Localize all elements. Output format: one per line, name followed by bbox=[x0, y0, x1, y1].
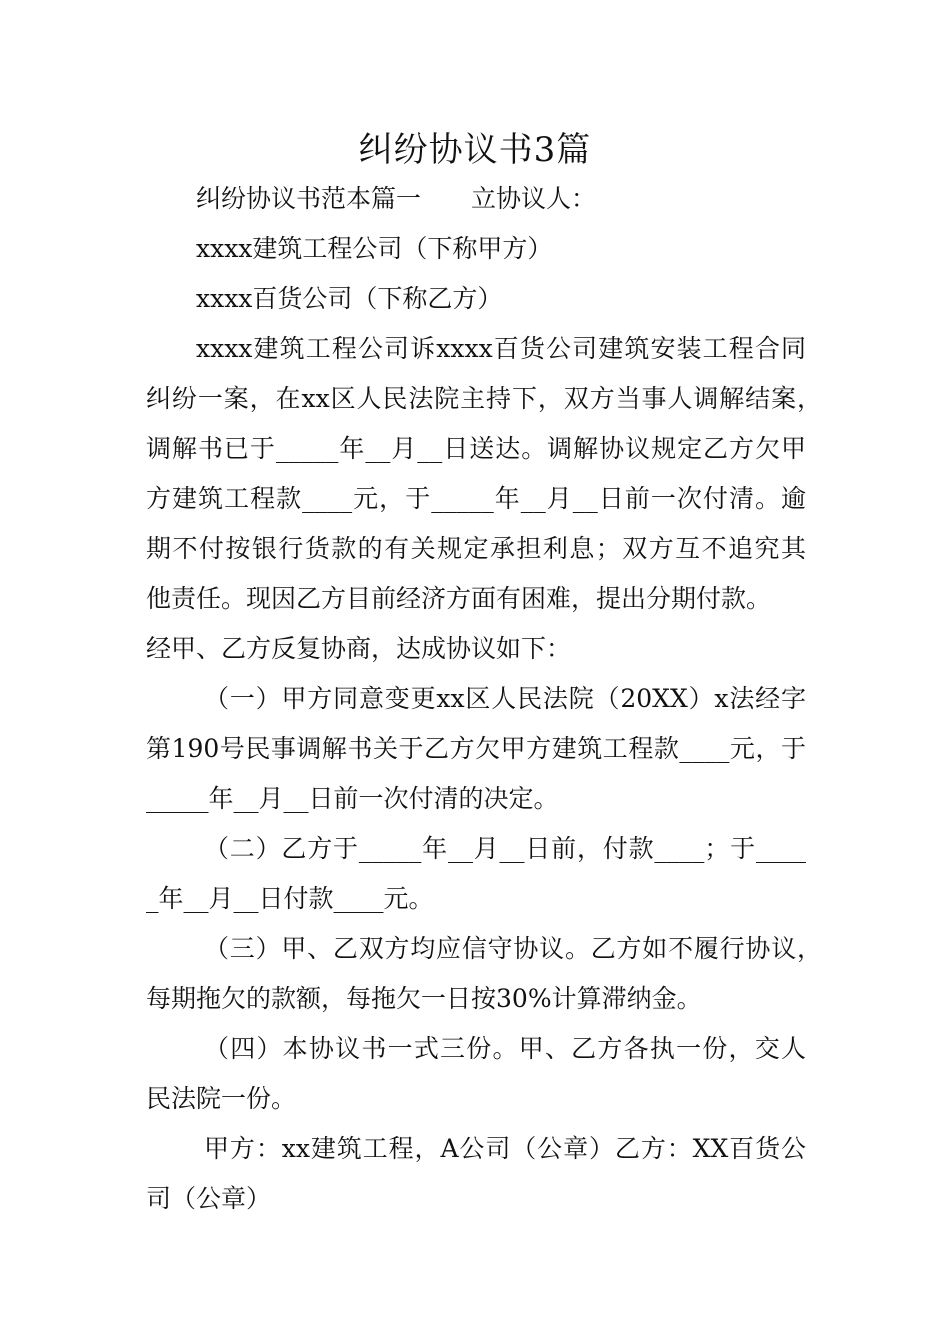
text-line: 方建筑工程款____元，于_____年__月__日前一次付清。逾 bbox=[146, 484, 806, 513]
text-line: （三）甲、乙双方均应信守协议。乙方如不履行协议， bbox=[204, 934, 822, 963]
text-line: 经甲、乙方反复协商，达成协议如下： bbox=[146, 634, 572, 663]
text-line: _____年__月__日前一次付清的决定。 bbox=[146, 784, 559, 813]
text-line: 第190号民事调解书关于乙方欠甲方建筑工程款____元，于 bbox=[146, 734, 806, 763]
text-line: （四）本协议书一式三份。甲、乙方各执一份，交人 bbox=[204, 1034, 806, 1063]
text-line: 调解书已于_____年__月__日送达。调解协议规定乙方欠甲 bbox=[146, 434, 806, 463]
text-line: _年__月__日付款____元。 bbox=[146, 884, 434, 913]
text-line: 纠纷协议书范本篇一 立协议人： bbox=[196, 184, 597, 213]
text-line: 每期拖欠的款额，每拖欠一日按30%计算滞纳金。 bbox=[146, 984, 702, 1013]
text-line: 期不付按银行货款的有关规定承担利息；双方互不追究其 bbox=[146, 534, 806, 563]
text-line: xxxx百货公司（下称乙方） bbox=[196, 284, 503, 313]
text-line: 他责任。现因乙方目前经济方面有困难，提出分期付款。 bbox=[146, 584, 772, 613]
text-line: 甲方：xx建筑工程，A公司（公章）乙方：XX百货公 bbox=[204, 1134, 806, 1163]
text-line: 民法院一份。 bbox=[146, 1084, 297, 1113]
text-line: xxxx建筑工程公司（下称甲方） bbox=[196, 234, 553, 263]
text-line: 纠纷一案，在xx区人民法院主持下，双方当事人调解结案， bbox=[146, 384, 822, 413]
text-line: （二）乙方于_____年__月__日前，付款____；于____ bbox=[204, 834, 806, 863]
text-line: （一）甲方同意变更xx区人民法院（20XX）x法经字 bbox=[204, 684, 806, 713]
text-line: xxxx建筑工程公司诉xxxx百货公司建筑安装工程合同 bbox=[196, 334, 806, 363]
document-title: 纠纷协议书3篇 bbox=[358, 130, 592, 170]
text-line: 司（公章） bbox=[146, 1184, 272, 1213]
